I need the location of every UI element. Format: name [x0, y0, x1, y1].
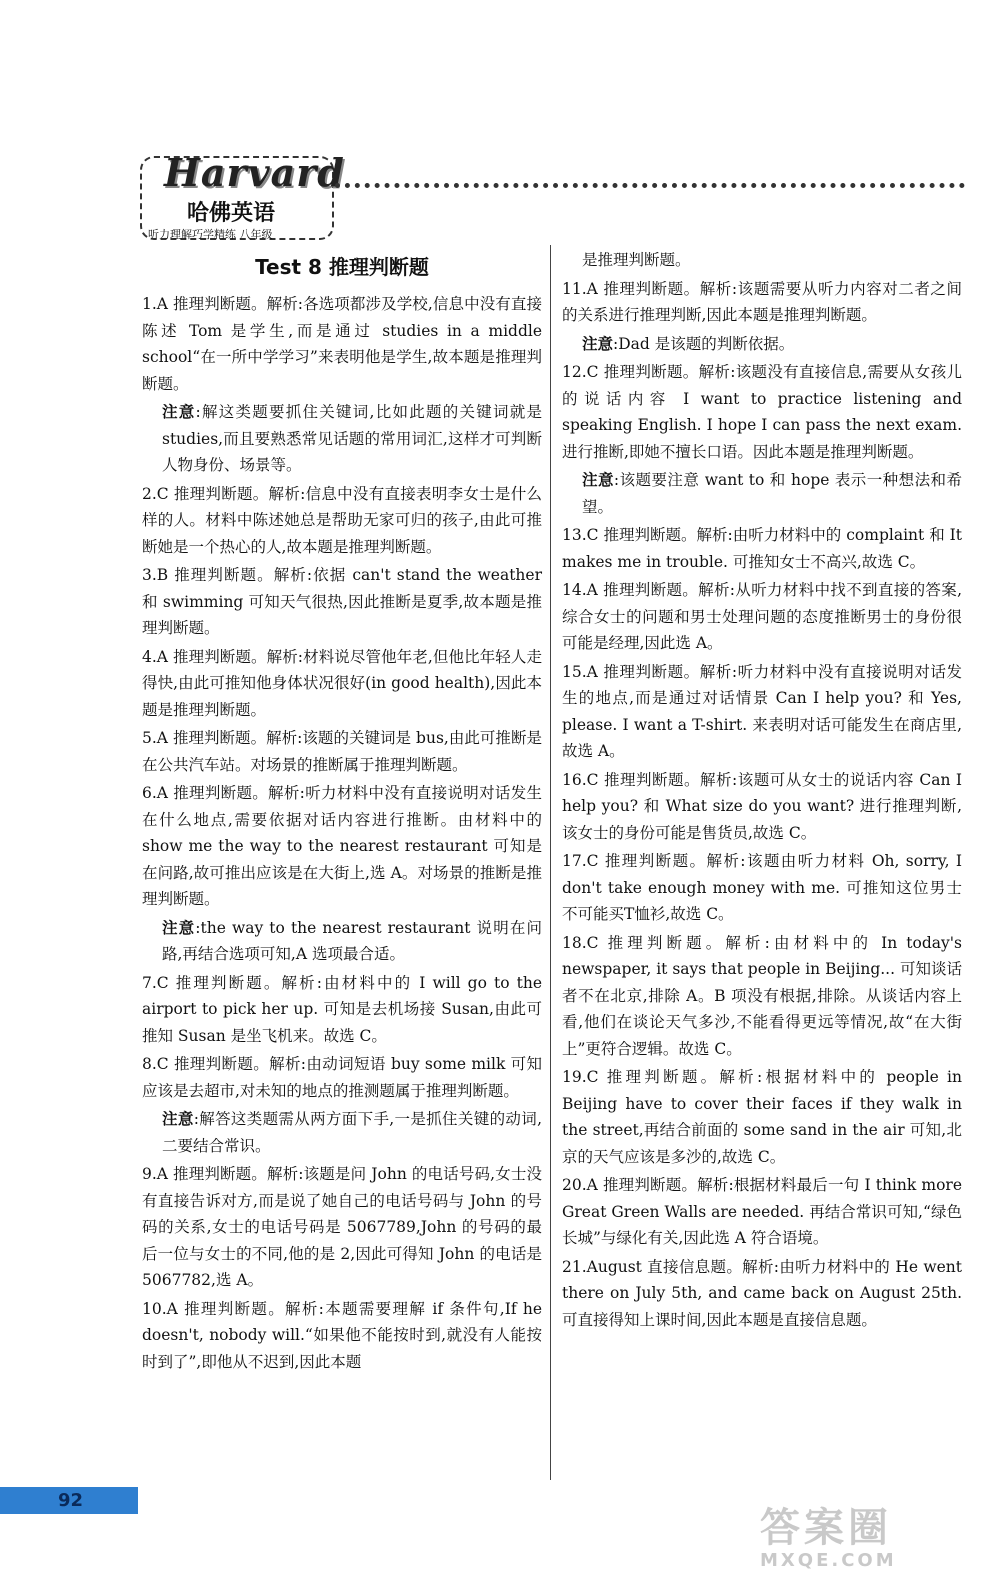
watermark-url: MXQE.COM [760, 1550, 897, 1571]
note-item [562, 467, 962, 520]
answer-text: 推理判断题。解析:依据 can't stand the weather 和 swimming 可知天气很热,因此推断是夏季,故本题是推理判断题。 [142, 566, 542, 637]
answer-number: 2.C [142, 484, 169, 503]
answer-text: 推理判断题。解析:由材料中的 I will go to the airport to pick her up. 可知是去机场接 Susan,由此可推知 Susan 是坐飞机来。故选 C。 [142, 973, 542, 1045]
answer-item [142, 1296, 542, 1376]
answer-text: 推理判断题。解析:根据材料最后一句 I think more Great Green Walls are needed. 再结合常识可知,“绿色长城”与绿化有关,因此选 A 符合语境。 [562, 1176, 962, 1247]
note-label: 注意 [162, 402, 196, 421]
dotted-divider [335, 183, 965, 188]
answer-number: 9.A [142, 1165, 168, 1183]
note-item [142, 1106, 542, 1159]
column-divider [550, 245, 551, 1480]
answer-text: 推理判断题。解析:由动词短语 buy some milk 可知应该是去超市,对未知的地点的推测题属于推理判断题。 [142, 1055, 542, 1100]
answer-item [562, 276, 962, 329]
answer-number: 1.A [142, 295, 168, 313]
answer-item [562, 1254, 962, 1334]
answer-text: 直接信息题。解析:由听力材料中的 He went there on July 5th, and came back on August 25th. 可直接得知上课时间,因此本题是直接信息题。 [562, 1257, 962, 1329]
answer-text: :the way to the nearest restaurant 说明在问路,再结合选项可知,A 选项最合适。 [162, 918, 542, 963]
answer-number: 7.C [142, 973, 169, 992]
right-answer-list [562, 247, 962, 1333]
answer-item [142, 725, 542, 778]
answer-item [142, 291, 542, 397]
answer-text: :解答这类题需从两方面下手,一是抓住关键的动词,二要结合常识。 [162, 1110, 542, 1155]
answer-text: :解这类题要抓住关键词,比如此题的关键词就是 studies,而且要熟悉常见话题的常用词汇,这样才可判断人物身份、场景等。 [162, 403, 542, 474]
answer-text: 推理判断题。解析:由听力材料中的 complaint 和 It makes me in trouble. 可推知女士不高兴,故选 C。 [562, 526, 962, 571]
answer-item [142, 644, 542, 724]
answer-number: 15.A [562, 662, 598, 681]
answer-text: :该题要注意 want to 和 hope 表示一种想法和希望。 [582, 471, 962, 516]
answer-item [562, 1172, 962, 1252]
answer-number: 18.C [562, 933, 599, 952]
answer-text: 推理判断题。解析:听力材料中没有直接说明对话发生在什么地点,需要依据对话内容进行推断。由材料中的 show me the way to the nearest restaurant 可知是在问路,故可推出应该是在大街上,选 A。对场景的推断是推理判断题。 [142, 784, 542, 908]
note-label: 注意 [582, 470, 614, 489]
left-column [142, 247, 542, 1377]
answer-text: 推理判断题。解析:本题需要理解 if 条件句,If he doesn't, nobody will.“如果他不能按时到,就没有人能按时到了”,即他从不迟到,因此本题 [142, 1299, 542, 1371]
answer-text: 推理判断题。解析:由材料中的 In today's newspaper, it says that people in Beijing... 可知谈话者不在北京,排除 A。B 项没有根据,排除。从谈话内容上看,他们在谈论天气多沙,不能看得更远等情况,故“在大街上”更符合逻辑。故选 C。 [562, 933, 962, 1058]
page-header [140, 138, 970, 241]
answer-number: 3.B [142, 566, 169, 584]
answer-text: 推理判断题。解析:根据材料中的 people in Beijing have to cover their faces if they walk in the street,再结合前面的 some sand in the air 可知,北京的天气应该是多沙的,故选 C。 [562, 1068, 962, 1166]
answer-item [562, 577, 962, 657]
watermark-text: 答案圈 [760, 1505, 892, 1551]
answer-text: 推理判断题。解析:信息中没有直接表明李女士是什么样的人。材料中陈述她总是帮助无家可归的孩子,由此可推断她是一个热心的人,故本题是推理判断题。 [142, 484, 542, 556]
answer-text: 是推理判断题。 [582, 251, 691, 269]
answer-item [142, 562, 542, 642]
answer-number: 20.A [562, 1176, 598, 1194]
logo-subtitle: 听力理解巧学精练 八年级 [148, 228, 273, 241]
answer-number: 5.A [142, 729, 168, 747]
answer-number: 12.C [562, 363, 599, 381]
logo-chinese-name: 哈佛英语 [187, 201, 276, 226]
answer-number: 11.A [562, 279, 598, 298]
answer-number: 19.C [562, 1068, 599, 1086]
answer-number: 13.C [562, 526, 599, 544]
answer-item [142, 1051, 542, 1104]
answer-item [562, 767, 962, 847]
answer-text: 推理判断题。解析:该题可从女士的说话内容 Can I help you? 和 What size do you want? 进行推理判断,该女士的身份可能是售货员,故选 C。 [562, 770, 962, 842]
note-label: 注意 [582, 333, 614, 353]
answer-text: 推理判断题。解析:听力材料中没有直接说明对话发生的地点,而是通过对话情景 Can I help you? 和 Yes, please. I want a T-shirt. 来表明对话可能发生在商店里,故选 A。 [562, 662, 962, 760]
watermark [760, 1505, 990, 1575]
answer-item [562, 247, 962, 274]
note-label: 注意 [162, 1109, 194, 1128]
answer-item [142, 481, 542, 561]
answer-text: 推理判断题。解析:该题需要从听力内容对二者之间的关系进行推理判断,因此本题是推理判断题。 [562, 279, 962, 324]
answer-number: 16.C [562, 770, 599, 789]
answer-text: 推理判断题。解析:材料说尽管他年老,但他比年轻人走得快,由此可推知他身体状况很好(in good health),因此本题是推理判断题。 [142, 647, 542, 719]
answer-number: 6.A [142, 784, 168, 802]
note-item [142, 915, 542, 968]
answer-text: 推理判断题。解析:该题由听力材料 Oh, sorry, I don't take enough money with me. 可推知这位男士不可能买T恤衫,故选 C。 [562, 852, 962, 923]
note-item [142, 399, 542, 479]
test-title: Test 8 推理判断题 [255, 255, 429, 279]
note-item [562, 331, 962, 358]
answer-number: 8.C [142, 1055, 169, 1073]
answer-item [142, 970, 542, 1050]
page-number: 92 [58, 1490, 84, 1511]
answer-item [562, 659, 962, 765]
answer-item [562, 522, 962, 575]
answer-text: 推理判断题。解析:从听力材料中找不到直接的答案,综合女士的问题和男士处理问题的态度推断男士的身份很可能是经理,因此选 A。 [562, 581, 962, 652]
right-column [562, 247, 962, 1335]
left-answer-list [142, 291, 542, 1375]
harvard-logo [140, 150, 345, 241]
answer-text: :Dad 是该题的判断依据。 [613, 334, 795, 353]
note-label: 注意 [162, 917, 196, 937]
answer-item [562, 930, 962, 1063]
answer-number: 21.August [562, 1257, 642, 1276]
answer-item [562, 359, 962, 465]
answer-item [142, 1161, 542, 1294]
answer-item [562, 1064, 962, 1170]
logo-title: Harvard [164, 150, 345, 195]
answer-text: 推理判断题。解析:该题的关键词是 bus,由此可推断是在公共汽车站。对场景的推断属于推理判断题。 [142, 729, 542, 774]
answer-item [142, 780, 542, 913]
answer-number: 14.A [562, 581, 598, 599]
answer-item [562, 848, 962, 928]
answer-text: 推理判断题。解析:该题没有直接信息,需要从女孩儿的说话内容 I want to practice listening and speaking English. I hope I can pass the next exam. 进行推断,即她不擅长口语。因此本题是推理判断题。 [562, 363, 962, 461]
answer-text: 推理判断题。解析:各选项都涉及学校,信息中没有直接陈述 Tom 是学生,而是通过 studies in a middle school“在一所中学学习”来表明他是学生,故本题是推理判断题。 [142, 295, 542, 393]
answer-number: 17.C [562, 852, 599, 870]
answer-number: 4.A [142, 647, 168, 666]
answer-text: 推理判断题。解析:该题是问 John 的电话号码,女士没有直接告诉对方,而是说了她自己的电话号码与 John 的号码的关系,女士的电话号码是 5067789,John 的号码的最后一位与女士的不同,他的是 2,因此可得知 John 的电话是 5067782,选 A。 [142, 1165, 542, 1289]
answer-number: 10.A [142, 1299, 178, 1318]
